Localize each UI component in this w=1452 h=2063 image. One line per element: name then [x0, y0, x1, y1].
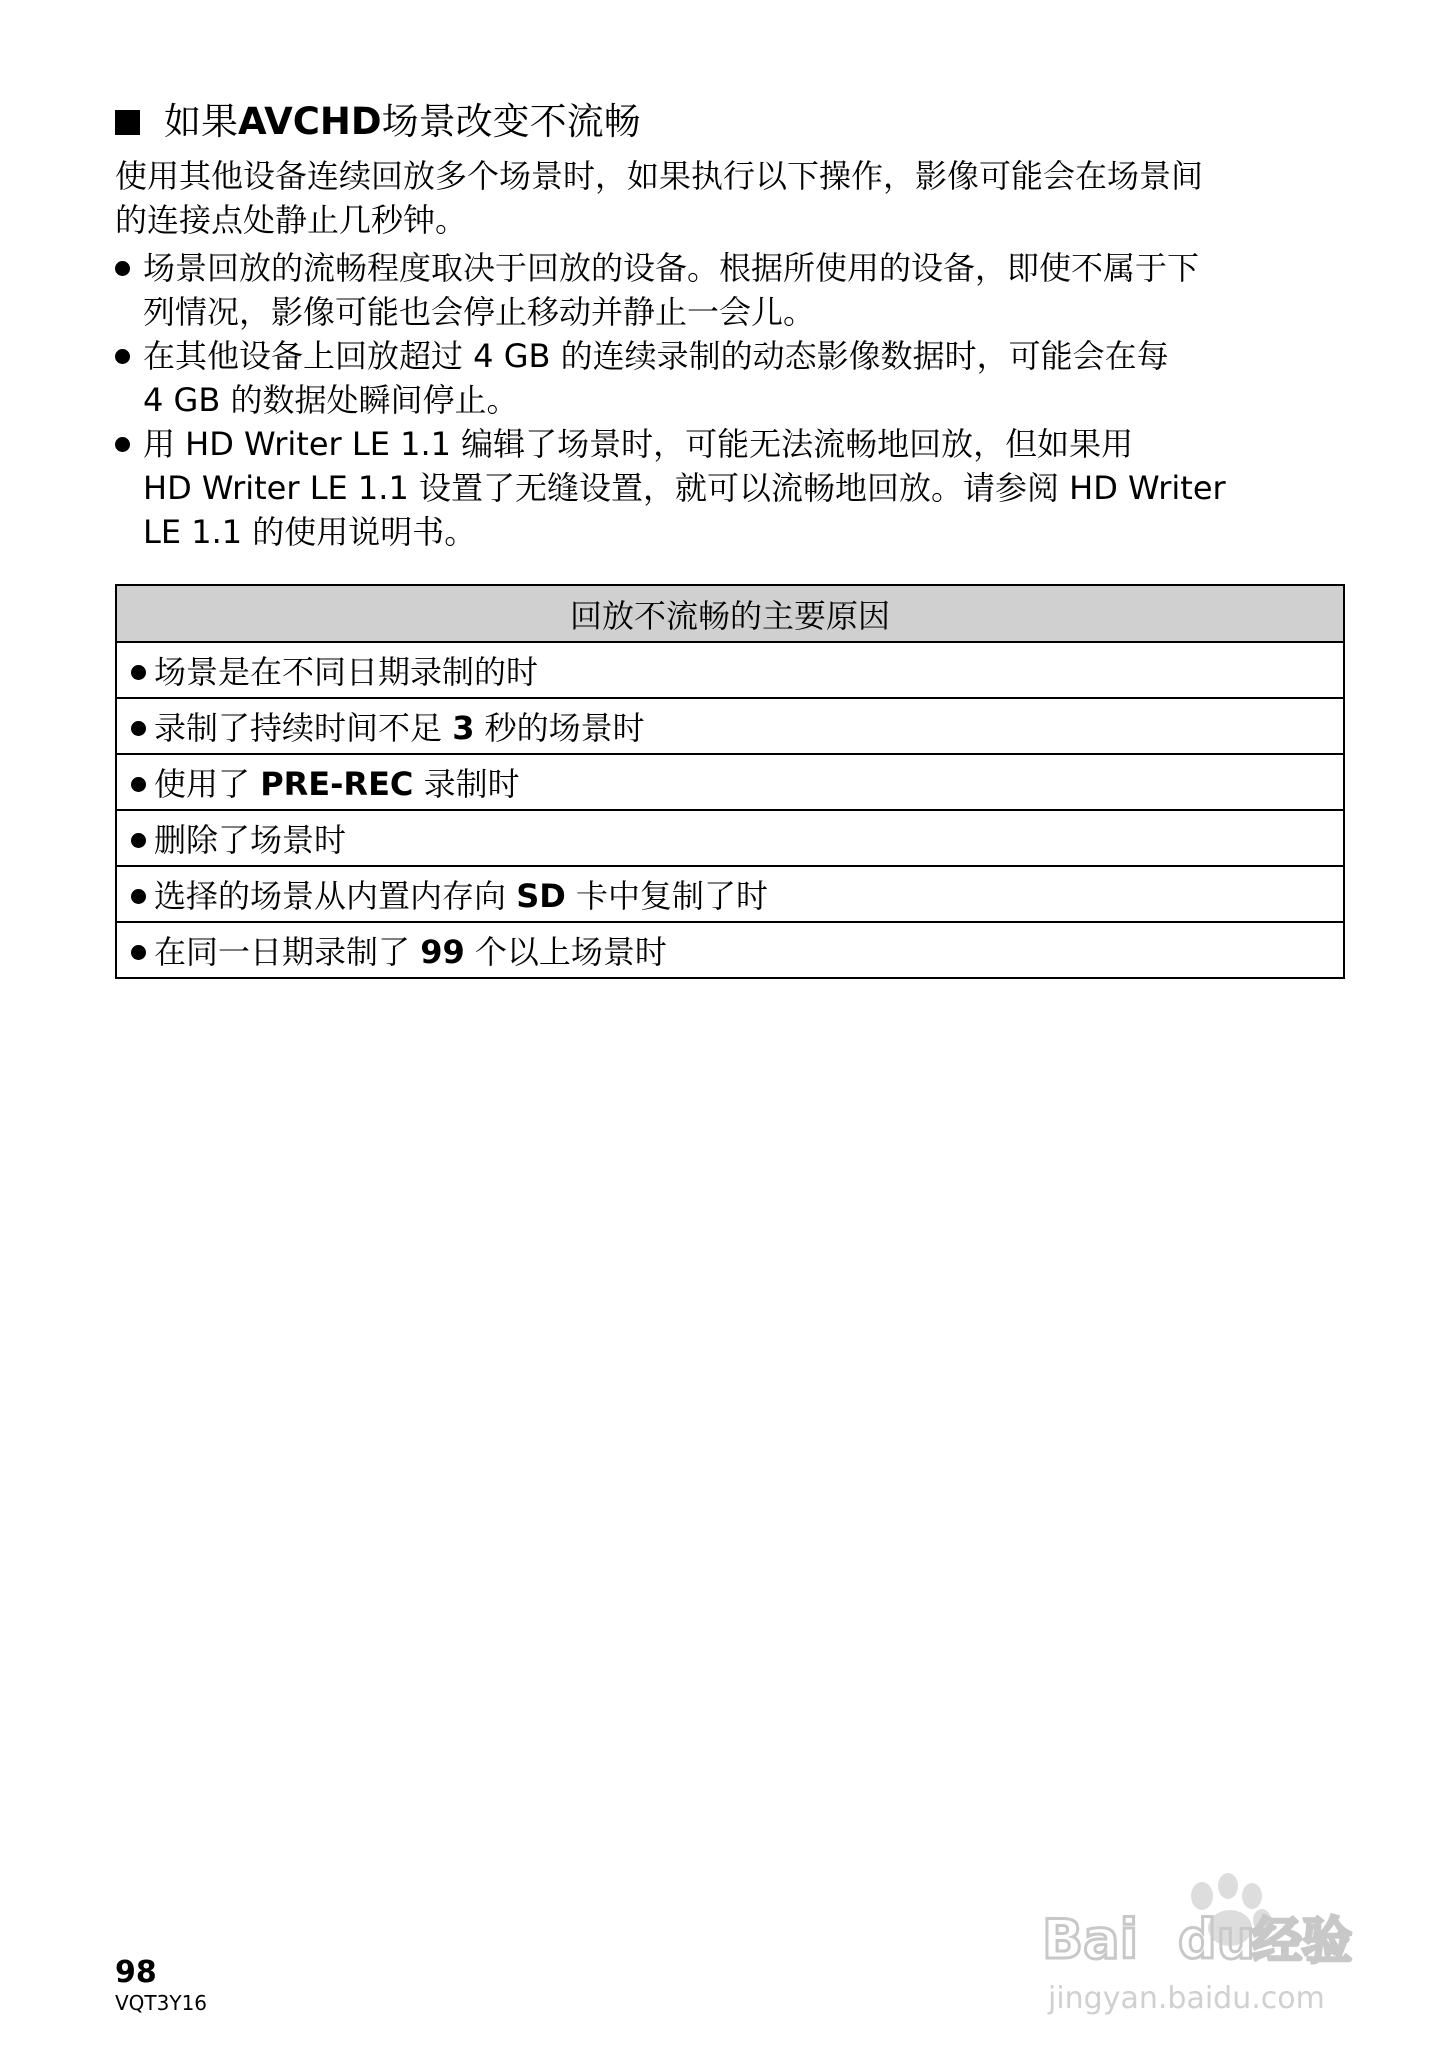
- table-cell: [116, 866, 1344, 922]
- watermark-brand: Bai: [1042, 1908, 1139, 1971]
- table-row: [116, 698, 1344, 754]
- intro-paragraph: [115, 154, 1345, 242]
- row-emphasis: 99: [420, 933, 465, 971]
- bullet-dot-icon: [131, 777, 146, 792]
- note-line: 4 GB 的数据处瞬间停止。: [143, 381, 519, 419]
- row-text: 录制了持续时间不足: [154, 709, 453, 747]
- row-emphasis: SD: [516, 877, 566, 915]
- row-text-suffix: 秒的场景时: [474, 709, 645, 747]
- table-row: [116, 810, 1344, 866]
- note-line: HD Writer LE 1.1 设置了无缝设置，就可以流畅地回放。请参阅 HD Writer: [143, 469, 1226, 507]
- note-item: [115, 334, 1345, 422]
- table-cell: [116, 698, 1344, 754]
- row-text: 使用了: [154, 765, 261, 803]
- table-cell: [116, 642, 1344, 698]
- note-line: 场景回放的流畅程度取决于回放的设备。根据所使用的设备，即使不属于下: [143, 249, 1200, 287]
- model-code: VQT3Y16: [115, 1991, 208, 2015]
- square-bullet-icon: [115, 110, 140, 135]
- intro-line: 使用其他设备连续回放多个场景时，如果执行以下操作，影像可能会在场景间: [115, 157, 1204, 195]
- table-cell: [116, 754, 1344, 810]
- row-text: 场景是在不同日期录制的时: [154, 653, 539, 691]
- heading-prefix: 如果: [164, 100, 238, 143]
- bullet-dot-icon: [131, 721, 146, 736]
- note-line: 在其他设备上回放超过 4 GB 的连续录制的动态影像数据时，可能会在每: [143, 337, 1169, 375]
- watermark-brand2: du: [1178, 1908, 1256, 1971]
- table-header: 回放不流畅的主要原因: [116, 585, 1344, 642]
- bullet-dot-icon: [131, 833, 146, 848]
- row-text-suffix: 个以上场景时: [464, 933, 667, 971]
- baidu-jingyan-watermark: [1030, 1850, 1370, 2025]
- row-emphasis: PRE-REC: [260, 765, 414, 803]
- table-cell: [116, 810, 1344, 866]
- note-line: 列情况，影像可能也会停止移动并静止一会儿。: [143, 293, 816, 331]
- table-cell: [116, 922, 1344, 978]
- watermark-label: 经验: [1252, 1912, 1352, 1970]
- note-line: LE 1.1 的使用说明书。: [143, 513, 477, 551]
- note-item: [115, 422, 1345, 554]
- section-heading: [115, 96, 1345, 148]
- reasons-table: [115, 584, 1345, 979]
- bullet-dot-icon: [131, 945, 146, 960]
- heading-suffix: 场景改变不流畅: [381, 100, 641, 143]
- bullet-dot-icon: [115, 261, 130, 276]
- watermark-url: jingyan.baidu.com: [1048, 1981, 1325, 2016]
- row-text-suffix: 录制时: [413, 765, 520, 803]
- note-item: [115, 246, 1345, 334]
- table-row: [116, 642, 1344, 698]
- intro-line: 的连接点处静止几秒钟。: [115, 201, 468, 239]
- table-header-row: [116, 585, 1344, 642]
- row-text: 选择的场景从内置内存向: [154, 877, 517, 915]
- page-number: 98: [115, 1955, 157, 1990]
- notes-list: [115, 246, 1345, 554]
- row-emphasis: 3: [452, 709, 475, 747]
- bullet-dot-icon: [131, 665, 146, 680]
- table-row: [116, 866, 1344, 922]
- bullet-dot-icon: [115, 437, 130, 452]
- row-text: 删除了场景时: [154, 821, 347, 859]
- manual-page: [115, 96, 1345, 979]
- heading-emphasis: AVCHD: [238, 100, 382, 143]
- table-row: [116, 922, 1344, 978]
- bullet-dot-icon: [131, 889, 146, 904]
- bullet-dot-icon: [115, 349, 130, 364]
- row-text: 在同一日期录制了: [154, 933, 421, 971]
- note-line: 用 HD Writer LE 1.1 编辑了场景时，可能无法流畅地回放，但如果用: [143, 425, 1134, 463]
- table-row: [116, 754, 1344, 810]
- row-text-suffix: 卡中复制了时: [565, 877, 768, 915]
- page-footer: [115, 1955, 207, 2015]
